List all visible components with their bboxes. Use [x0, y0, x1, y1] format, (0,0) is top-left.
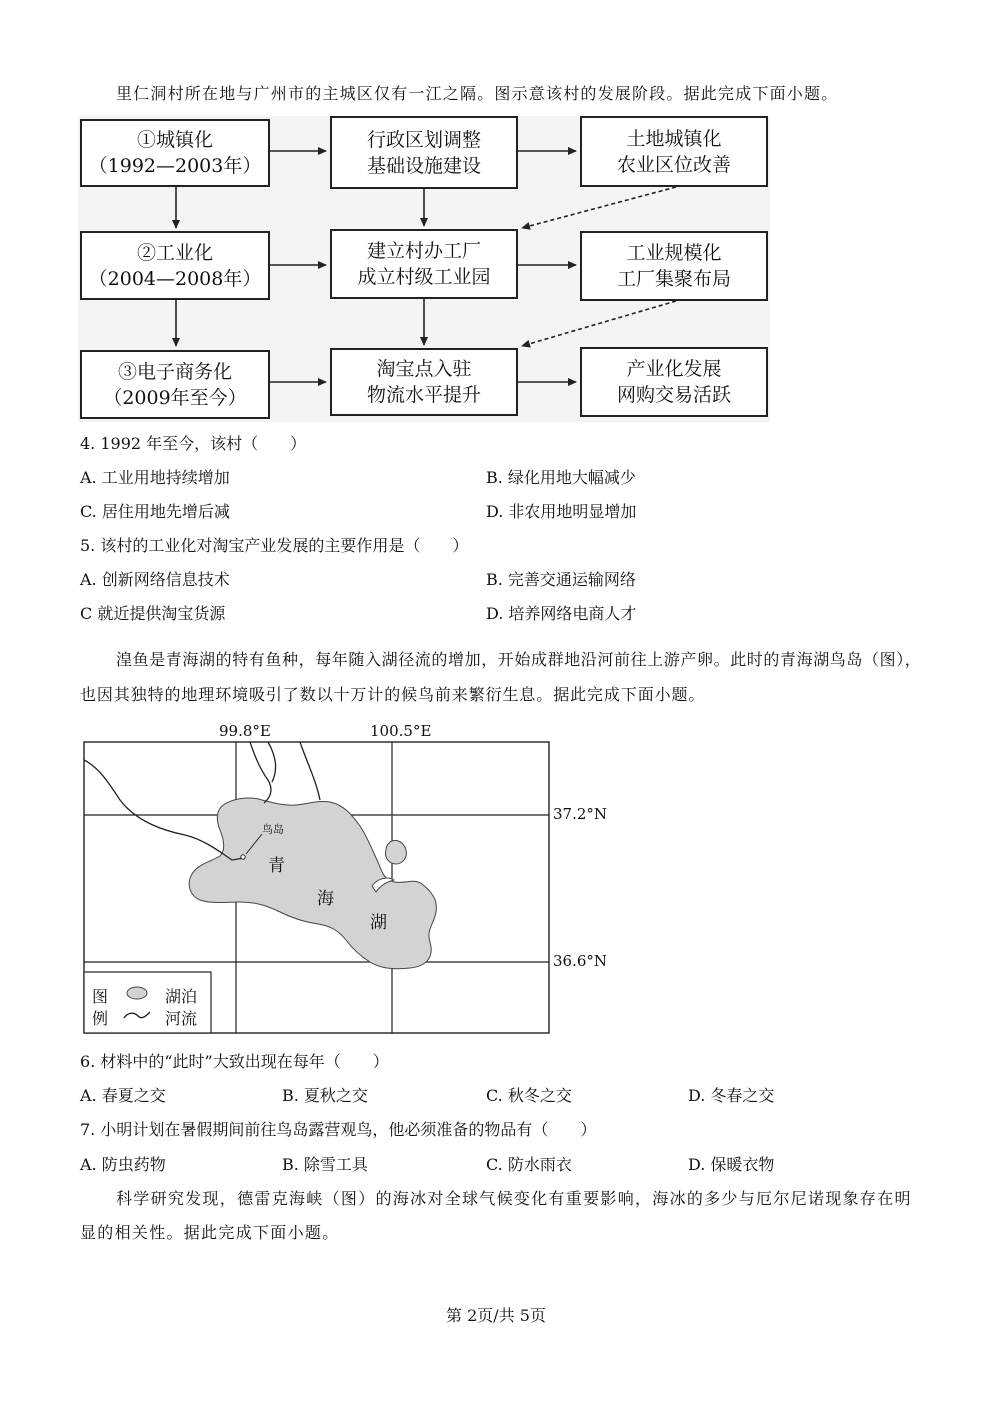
q5-stem: 5. 该村的工业化对淘宝产业发展的主要作用是（ ） — [80, 536, 469, 555]
q4-option-c[interactable]: C. 居住用地先增后减 — [80, 502, 230, 521]
map-lon-label-1: 99.8°E — [219, 722, 271, 740]
q6-option-b[interactable]: B. 夏秋之交 — [282, 1086, 368, 1105]
river-north-1 — [250, 742, 271, 803]
q4-stem: 4. 1992 年至今，该村（ ） — [80, 434, 307, 453]
flow-box-right1-line2: 农业区位改善 — [616, 153, 731, 176]
small-lake-shape — [385, 840, 406, 864]
flow-box-right3-line2: 网购交易活跃 — [616, 384, 731, 406]
island-marker — [241, 855, 245, 859]
q4-option-d[interactable]: D. 非农用地明显增加 — [486, 502, 637, 521]
legend-title-li: 例 — [92, 1009, 109, 1028]
q6-option-d[interactable]: D. 冬春之交 — [688, 1086, 775, 1105]
flow-box-stage3-line1: ③电子商务化 — [117, 360, 232, 383]
q7-stem: 7. 小明计划在暑假期间前往鸟岛露营观鸟，他必须准备的物品有（ ） — [80, 1120, 597, 1139]
section3-intro-line1: 科学研究发现，德雷克海峡（图）的海冰对全球气候变化有重要影响，海冰的多少与厄尔尼诺现象存在明 — [116, 1189, 912, 1208]
flow-box-mid1-line1: 行政区划调整 — [366, 128, 481, 151]
section3-intro-line2: 显的相关性。据此完成下面小题。 — [80, 1223, 340, 1242]
flow-box-stage1-line1: ①城镇化 — [136, 129, 213, 151]
flow-box-right3-line1: 产业化发展 — [626, 358, 722, 380]
q6-stem: 6. 材料中的“此时”大致出现在每年（ ） — [80, 1052, 389, 1071]
legend-lake-swatch — [127, 987, 147, 999]
river-north-3 — [300, 742, 320, 800]
legend-title-tu: 图 — [92, 987, 109, 1006]
q7-option-b[interactable]: B. 除雪工具 — [282, 1155, 368, 1174]
q4-option-b[interactable]: B. 绿化用地大幅减少 — [486, 468, 636, 487]
flow-box-mid1-line2: 基础设施建设 — [366, 154, 481, 177]
section2-intro-line2: 也因其独特的地理环境吸引了数以十万计的候鸟前来繁衍生息。据此完成下面小题。 — [80, 685, 706, 704]
q6-option-c[interactable]: C. 秋冬之交 — [486, 1086, 572, 1105]
lake-label-hai: 海 — [317, 889, 334, 909]
q4-option-a[interactable]: A. 工业用地持续增加 — [80, 468, 230, 487]
flow-box-stage2-line2: （2004—2008年） — [88, 267, 262, 290]
q7-option-d[interactable]: D. 保暖衣物 — [688, 1155, 775, 1174]
flow-box-mid3-line2: 物流水平提升 — [366, 384, 481, 406]
q7-option-a[interactable]: A. 防虫药物 — [80, 1155, 166, 1174]
legend-lake-label: 湖泊 — [165, 987, 198, 1006]
flow-box-stage1-line2: （1992—2003年） — [88, 155, 262, 177]
flow-box-stage2-line1: ②工业化 — [136, 241, 213, 264]
lake-label-hu: 湖 — [370, 913, 387, 933]
q5-option-c[interactable]: C 就近提供淘宝货源 — [80, 604, 226, 623]
flow-box-stage3-line2: （2009年至今） — [103, 386, 247, 409]
lake-label-qing: 青 — [268, 856, 285, 876]
q6-option-a[interactable]: A. 春夏之交 — [80, 1086, 166, 1105]
page-number: 第 2页/共 5页 — [446, 1306, 546, 1325]
river-north-2 — [268, 742, 275, 782]
section1-intro: 里仁洞村所在地与广州市的主城区仅有一江之隔。图示意该村的发展阶段。据此完成下面小题。 — [116, 84, 839, 103]
lake-shape — [189, 798, 436, 969]
flow-box-mid2-line1: 建立村办工厂 — [366, 240, 481, 262]
island-label: 鸟岛 — [262, 823, 284, 836]
flow-box-right1-line1: 土地城镇化 — [626, 127, 722, 150]
legend-river-label: 河流 — [165, 1009, 198, 1028]
q5-option-d[interactable]: D. 培养网络电商人才 — [486, 604, 637, 623]
map-lat-label-1: 37.2°N — [553, 805, 608, 823]
map-lat-label-2: 36.6°N — [553, 952, 608, 970]
flow-box-right2-line2: 工厂集聚布局 — [616, 268, 731, 290]
flow-box-mid2-line2: 成立村级工业园 — [357, 266, 491, 288]
section2-intro-line1: 湟鱼是青海湖的特有鱼种，每年随入湖径流的增加，开始成群地沿河前往上游产卵。此时的青海湖鸟岛（图）， — [116, 650, 922, 669]
q5-option-b[interactable]: B. 完善交通运输网络 — [486, 570, 636, 589]
flow-box-right2-line1: 工业规模化 — [626, 242, 722, 264]
flow-box-mid3-line1: 淘宝点入驻 — [376, 358, 472, 380]
q7-option-c[interactable]: C. 防水雨衣 — [486, 1155, 572, 1174]
q5-option-a[interactable]: A. 创新网络信息技术 — [80, 570, 230, 589]
map-lon-label-2: 100.5°E — [370, 722, 432, 740]
